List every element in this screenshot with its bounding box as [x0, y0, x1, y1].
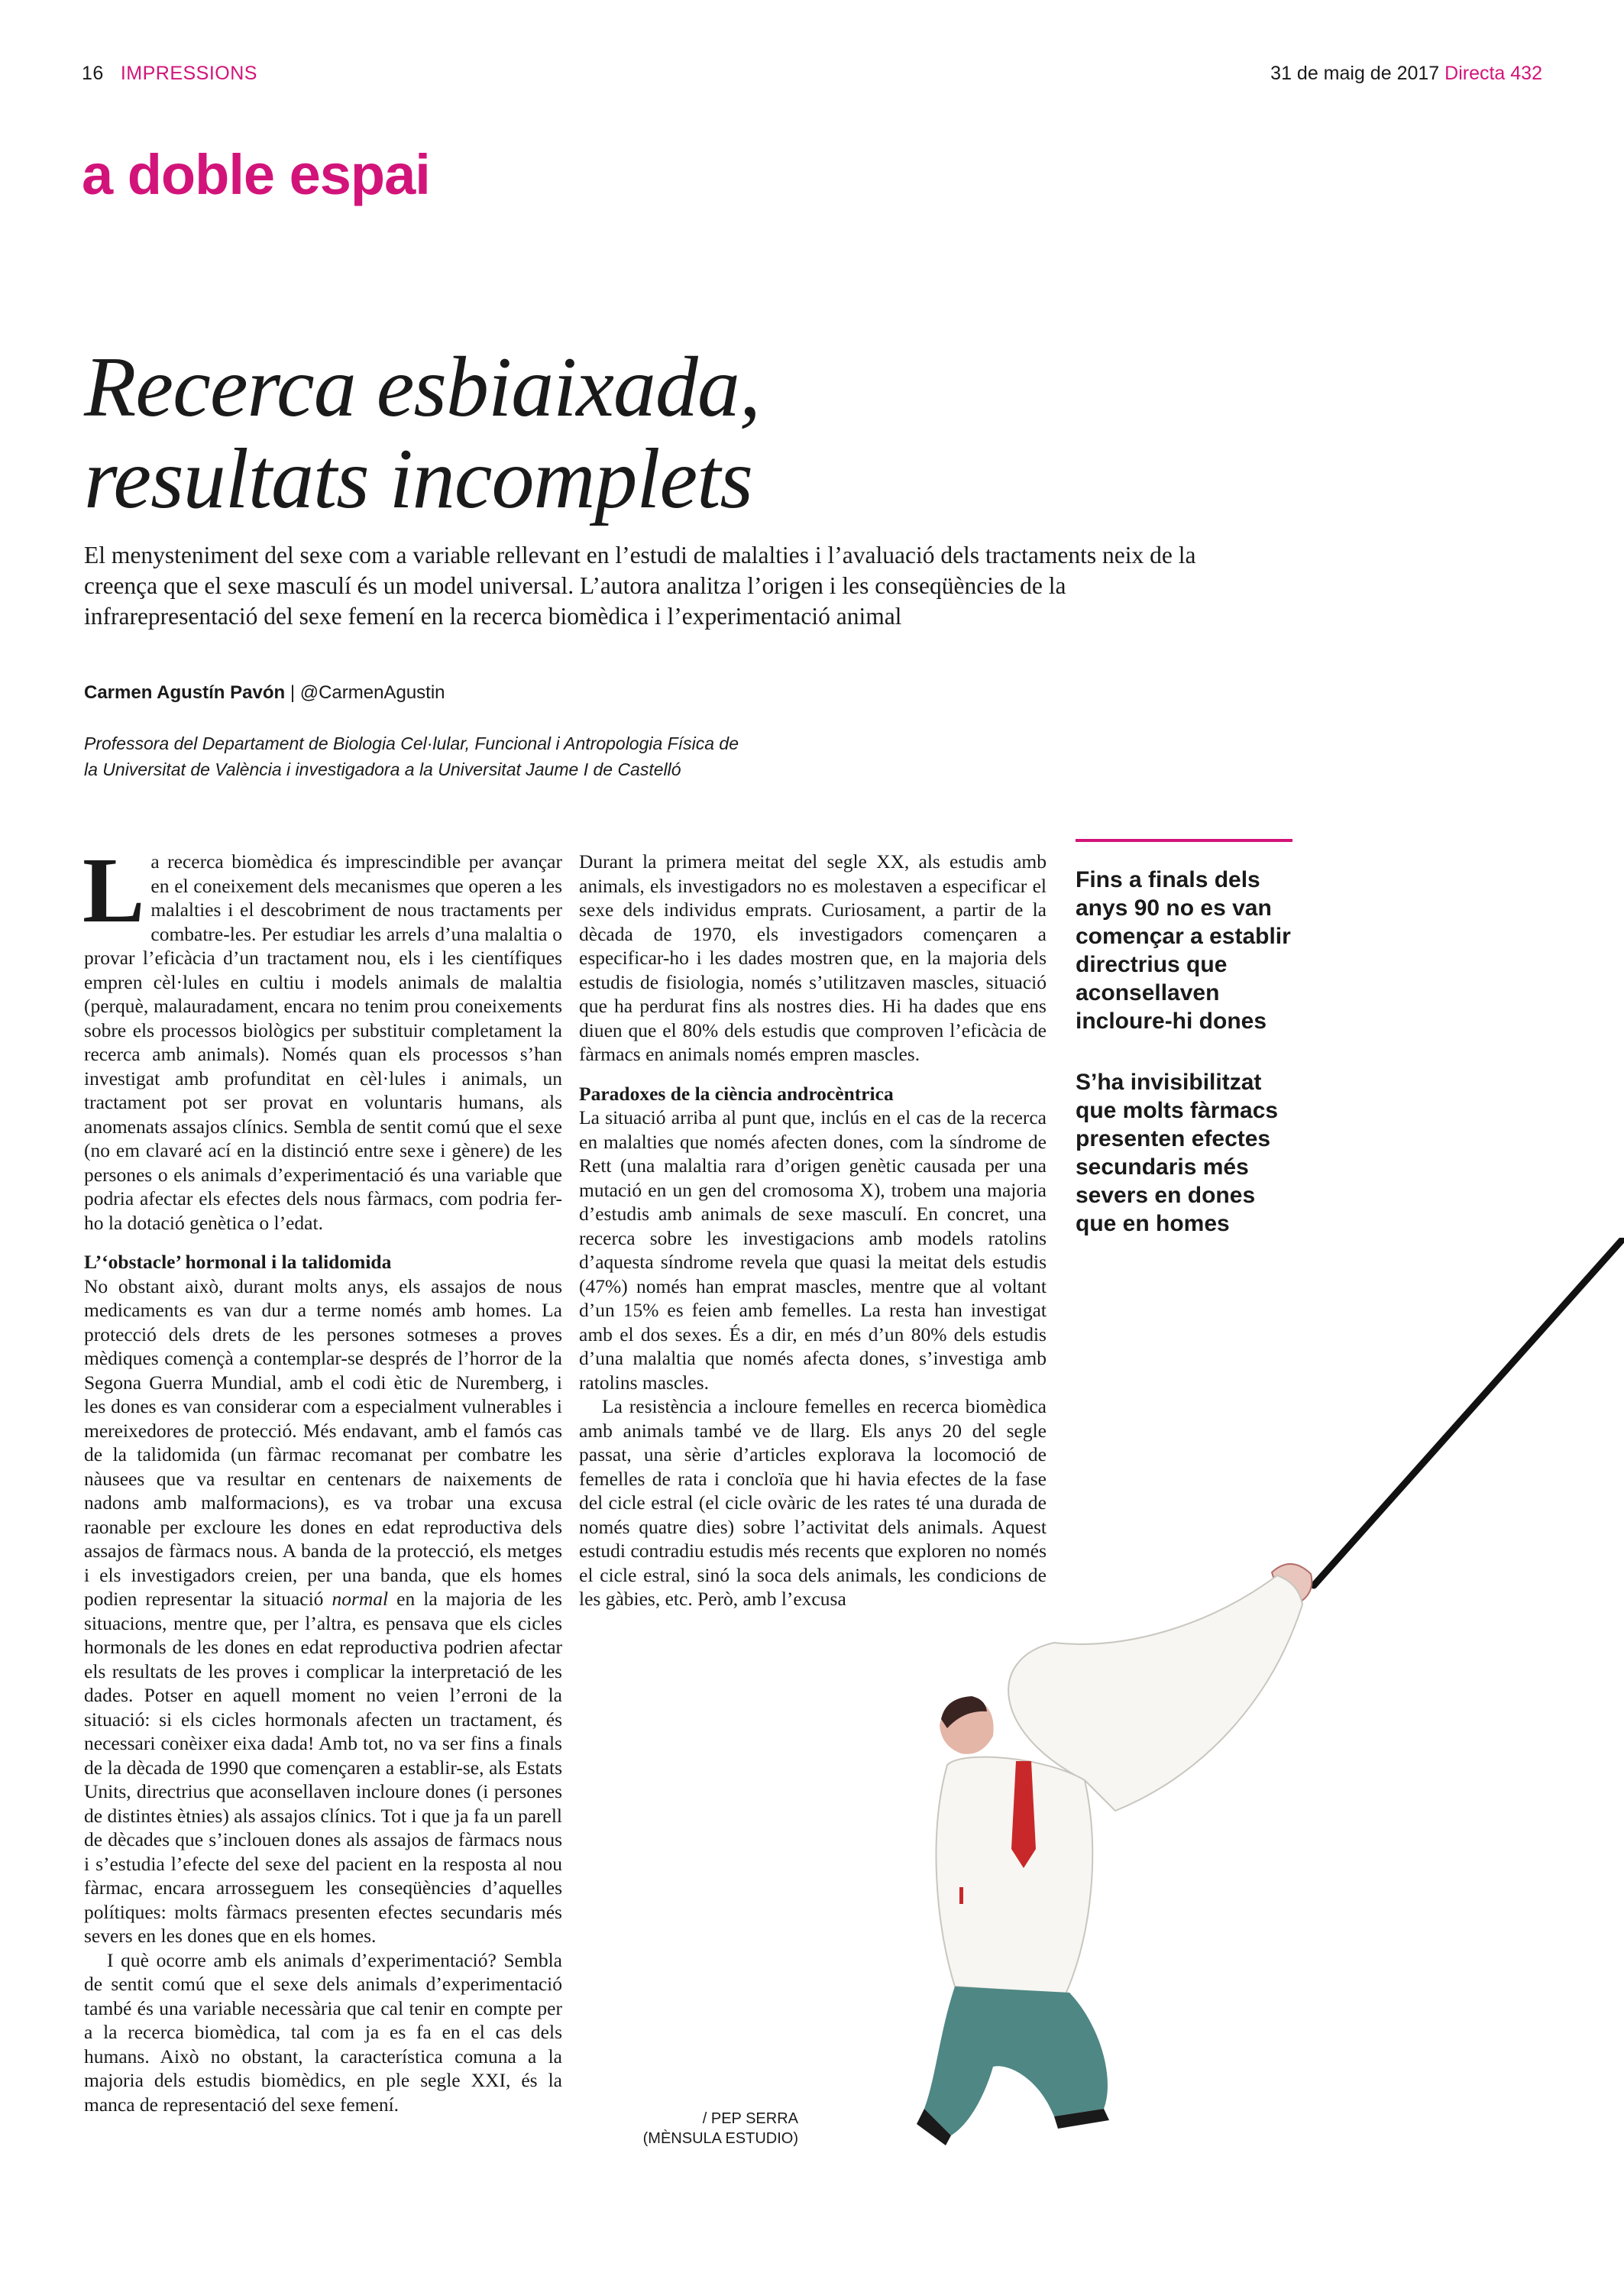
body-paragraph: Durant la primera meitat del segle XX, als estudis amb animals, els investigadors no es molestaven a especificar el sexe dels individus emprats. Curiosament, a partir de la dècada de 1970, els investigadors començaren a especificar-ho i les dades mostren que, en la majoria dels estudis de fisiologia, només s’utilitzaven mascles, situació que ha perdurat fins als nostres dies. Hi ha dades que ens diuen que el 80% dels estudis que comproven l’eficàcia de fàrmacs en animals només empren mascles.: [579, 850, 1047, 1065]
body-paragraph: No obstant això, durant molts anys, els assajos de nous medicaments es van dur a terme només amb homes. La protecció dels drets de les persones sotmeses a proves mèdiques començà a contemplar-se després de l’horror de la Segona Guerra Mundial, amb el codi ètic de Nuremberg, i les dones es van considerar com a especialment vulnerables i mereixedores de protecció. Més endavant, amb el famós cas de la talidomida (un fàrmac recomanat per combatre les nàusees que va resultar en centenars de naixements de nadons amb malformacions), es va trobar una excusa raonable per excloure les dones en edat reproductiva dels assajos de fàrmacs nous. A banda de la protecció, els metges i els investigadors creien, per una banda, que els homes podien representar la situació normal en la majoria de les situacions, mentre que, per l’altra, es pensava que els cicles hormonals de les dones en edat reproductiva podrien afectar els resultats de les proves i complicar la interpretació de les dades. Potser en aquell moment no veien l’erroni de la situació: si els cicles hormonals afecten un tractament, és necessari conèixer eixa dada! Amb tot, no va ser fins a finals de la dècada de 1990 que començaren a establir-se, als Estats Units, directrius que aconsellaven incloure dones (i persones de distintes ètnies) als assajos clínics. Tot i que ja fa un parell de dècades que s’inclouen dones als assajos de fàrmacs nous i s’estudia l’efecte del sexe del pacient en la resposta al nou fàrmac, encara arrosseguem les conseqüències d’aquelles polítiques: molts fàrmacs presenten efectes secundaris més severs en les dones que en els homes.: [84, 1274, 562, 1947]
body-paragraph: La recerca biomèdica és imprescindible per avançar en el coneixement dels mecanismes que operen a les malalties i el descobriment de nous tractaments per combatre-les. Per estudiar les arrels d’una malaltia o provar l’eficàcia d’un tractament nou, els i les científiques empren cèl·lules en cultiu i models animals de malaltia (perquè, malauradament, encara no tenim prou coneixements sobre els processos biològics per substituir completament la recerca amb animals). Només quan els processos s’han investigat amb profunditat en cèl·lules i animals, un tractament pot ser provat en voluntaris humans, als anomenats assajos clínics. Sembla de sentit comú que el sexe (no em clavaré ací en la distinció entre sexe i gènere) de les persones o els animals d’experimentació és una variable que podria afectar els efectes dels nous fàrmacs, com podria fer-ho la dotació genètica o l’edat.: [82, 839, 562, 1234]
author-byline: [84, 682, 445, 704]
section-title: a doble espai: [82, 143, 430, 206]
article-headline: [84, 342, 1230, 525]
headline-line-1: Recerca esbiaixada,: [84, 340, 760, 435]
subheading: L’‘obstacle’ hormonal i la talidomida: [84, 1251, 392, 1273]
author-separator: |: [285, 682, 300, 703]
author-name: Carmen Agustín Pavón: [84, 682, 286, 703]
body-paragraph: La situació arriba al punt que, inclús en el cas de la recerca en malalties que només afecten dones, com la síndrome de Rett (una malaltia rara d’origen genètic causada per una mutació en un gen del cromosoma X), trobem una majoria d’estudis amb animals de sexe masculí. En concret, una recerca sobre les investigacions amb models ratolins d’aquesta síndrome revela que quasi la meitat dels estudis (47%) només han emprat mascles, mentre que al voltant d’un 15% es feien amb femelles. La resta han investigat amb el dos sexes. És a dir, en més d’un 80% dels estudis d’una malaltia que només afecta dones, s’investiga amb ratolins mascles.: [579, 1106, 1047, 1394]
article-lede: El menysteniment del sexe com a variable rellevant en l’estudi de malalties i l’avaluació dels tractaments neix de la creença que el sexe masculí és un model universal. L’autora analitza l’origen i les conseqüències de la infrarepresentació del sexe femení en la recerca biomèdica i l’experimentació animal: [84, 542, 1196, 630]
scientist-illustration: [848, 1238, 1624, 2162]
page-header-left: [82, 63, 257, 85]
page-number: 16: [82, 63, 104, 84]
pull-quote: Fins a finals dels anys 90 no es van començar a establir directrius que aconsellaven incloure-hi dones: [1076, 867, 1291, 1034]
body-paragraph: I què ocorre amb els animals d’experimentació? Sembla de sentit comú que el sexe dels animals d’experimentació també és una variable necessària que cal tenir en compte per a la recerca biomèdica, tal com ja es fa en el cas dels humans. Això no obstant, la característica comuna a la majoria dels estudis biomèdics, en ple segle XXI, és la manca de representació del sexe femení.: [84, 1948, 562, 2116]
illustration-pole: [1314, 1238, 1624, 1585]
article-column-1: [82, 839, 562, 2116]
pull-quote: S’ha invisibilitzat que molts fàrmacs presenten efectes secundaris més severs en dones que en homes: [1076, 1070, 1279, 1236]
drop-cap: L: [82, 839, 145, 942]
body-paragraph: La resistència a incloure femelles en recerca biomèdica amb animals també ve de llarg. Els anys 20 del segle passat, una sèrie d’articles explorava la locomoció de femelles de rata i concloïa que hi havia efectes de la fase del cicle estral (el cicle ovàric de les rates té una durada de només quatre dies) sobre l’activitat dels animals. Aquest estudi contradiu estudis més recents que exploren no només el cicle estral, sinó la soca dels animals, les condicions de les gàbies, etc. Però, amb l’excusa: [579, 1395, 1047, 1610]
section-label: IMPRESSIONS: [120, 63, 257, 84]
illustration-pen: [959, 1887, 963, 1904]
photo-credit: / PEP SERRA (MÈNSULA ESTUDIO): [642, 2110, 798, 2147]
issue-date: 31 de maig de 2017: [1270, 63, 1440, 84]
pull-quote-rule: [1076, 839, 1292, 842]
author-handle: @CarmenAgustin: [299, 682, 445, 703]
author-affiliation: Professora del Departament de Biologia Cel·lular, Funcional i Antropologia Física de la Universitat de València i investigadora a la Universitat Jaume I de Castelló: [84, 733, 739, 779]
publication-issue: Directa 432: [1444, 63, 1542, 84]
page-header-right: [1270, 63, 1542, 85]
headline-line-2: resultats incomplets: [84, 432, 752, 526]
subheading: Paradoxes de la ciència androcèntrica: [579, 1082, 894, 1105]
